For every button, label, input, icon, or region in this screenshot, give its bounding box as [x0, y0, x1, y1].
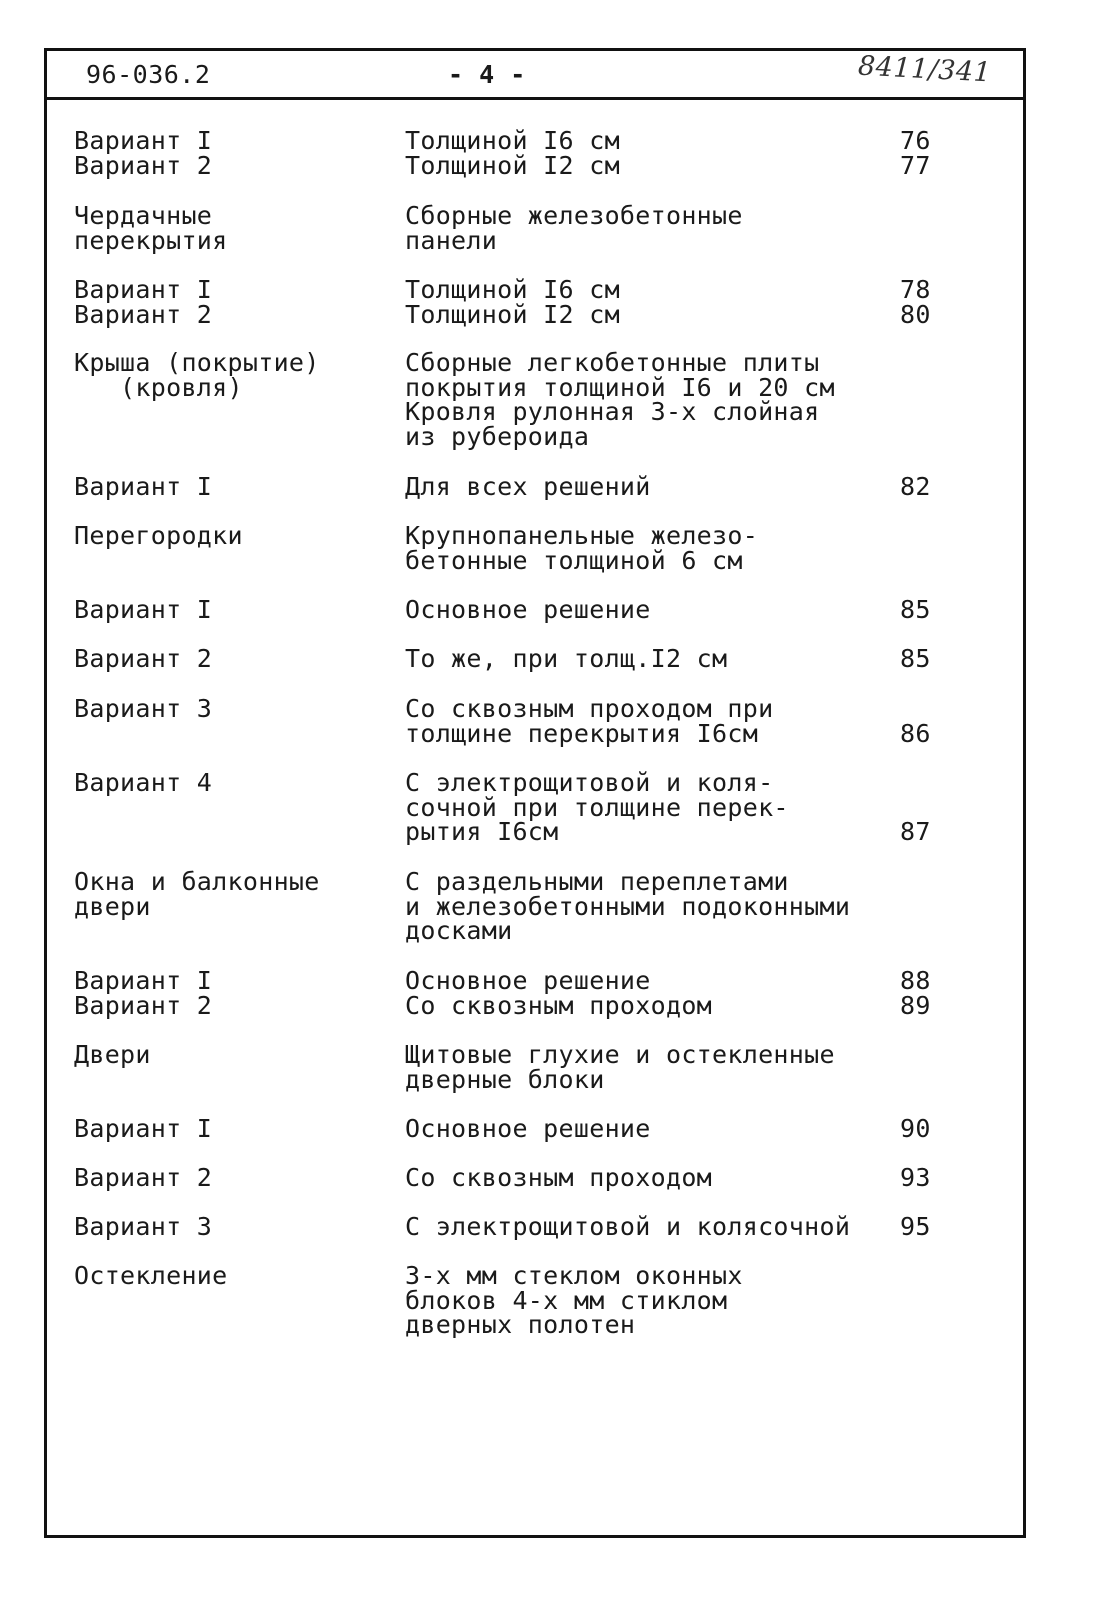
- page-ref: 77: [900, 150, 931, 180]
- description: Толщиной I6 см: [405, 275, 620, 304]
- description: дверных полотен: [405, 1310, 636, 1340]
- section-label: Вариант 2: [74, 644, 213, 673]
- description: Со сквозным проходом: [405, 990, 713, 1020]
- section-label: Остекление: [74, 1261, 228, 1290]
- description: из рубероида: [405, 422, 590, 452]
- section-label: (кровля): [74, 372, 243, 402]
- page-ref: 85: [900, 595, 931, 624]
- section-label: Вариант 2: [74, 150, 213, 180]
- description: Щитовые глухие и остекленные: [405, 1040, 835, 1069]
- description: Основное решение: [405, 966, 651, 995]
- description: Толщиной I2 см: [405, 299, 620, 329]
- description: Кровля рулонная 3-х слойная: [405, 397, 820, 427]
- page-ref: 95: [900, 1212, 931, 1241]
- description: То же, при толщ.I2 см: [405, 644, 728, 673]
- description: дверные блоки: [405, 1064, 605, 1094]
- description: С электрощитовой и колясочной: [405, 1212, 851, 1241]
- section-label: Вариант I: [74, 275, 213, 304]
- description: панели: [405, 225, 498, 255]
- section-label: двери: [74, 891, 151, 921]
- page-ref: 87: [900, 817, 931, 847]
- description: С электрощитовой и коля-: [405, 768, 774, 797]
- page-ref: 93: [900, 1163, 931, 1192]
- page-ref: 88: [900, 966, 931, 995]
- description: бетонные толщиной 6 см: [405, 545, 743, 575]
- description: Сборные железобетонные: [405, 201, 743, 230]
- page-ref: 86: [900, 718, 931, 748]
- page-ref: 85: [900, 644, 931, 673]
- section-label: Вариант 3: [74, 1212, 213, 1241]
- description: Сборные легкобетонные плиты: [405, 348, 820, 377]
- description: и железобетонными подоконными: [405, 891, 851, 921]
- description: Основное решение: [405, 595, 651, 624]
- page-ref: 80: [900, 299, 931, 329]
- section-label: Перегородки: [74, 521, 243, 550]
- description: Со сквозным проходом: [405, 1163, 713, 1192]
- page-ref: 82: [900, 472, 931, 501]
- description: 3-х мм стеклом оконных: [405, 1261, 743, 1290]
- description: толщине перекрытия I6см: [405, 718, 759, 748]
- description: сочной при толщине перек-: [405, 792, 789, 822]
- section-label: Вариант 2: [74, 1163, 213, 1192]
- page-ref: 90: [900, 1114, 931, 1143]
- section-label: Крыша (покрытие): [74, 348, 320, 377]
- description: Толщиной I2 см: [405, 150, 620, 180]
- description: Со сквозным проходом при: [405, 694, 774, 723]
- description: Основное решение: [405, 1114, 651, 1143]
- section-label: Чердачные: [74, 201, 213, 230]
- handwritten-note: 8411/341: [857, 50, 993, 89]
- section-label: Вариант I: [74, 126, 213, 155]
- document-code: 96-036.2: [86, 60, 211, 89]
- description: С раздельными переплетами: [405, 867, 789, 896]
- description: блоков 4-х мм стиклом: [405, 1285, 728, 1315]
- section-label: Вариант I: [74, 1114, 213, 1143]
- section-label: Вариант 3: [74, 694, 213, 723]
- description: покрытия толщиной I6 и 20 см: [405, 372, 835, 402]
- description: досками: [405, 916, 513, 946]
- section-label: Двери: [74, 1040, 151, 1069]
- description: Крупнопанельные железо-: [405, 521, 759, 550]
- description: Толщиной I6 см: [405, 126, 620, 155]
- page-ref: 78: [900, 275, 931, 304]
- section-label: Вариант 4: [74, 768, 213, 797]
- section-label: Вариант 2: [74, 299, 213, 329]
- header-rule: [44, 97, 1026, 100]
- section-label: Вариант I: [74, 595, 213, 624]
- description: Для всех решений: [405, 472, 651, 501]
- section-label: Вариант 2: [74, 990, 213, 1020]
- section-label: Вариант I: [74, 966, 213, 995]
- description: рытия I6см: [405, 817, 559, 847]
- section-label: перекрытия: [74, 225, 228, 255]
- page-ref: 89: [900, 990, 931, 1020]
- section-label: Вариант I: [74, 472, 213, 501]
- page-number: - 4 -: [448, 60, 526, 89]
- section-label: Окна и балконные: [74, 867, 320, 896]
- page-ref: 76: [900, 126, 931, 155]
